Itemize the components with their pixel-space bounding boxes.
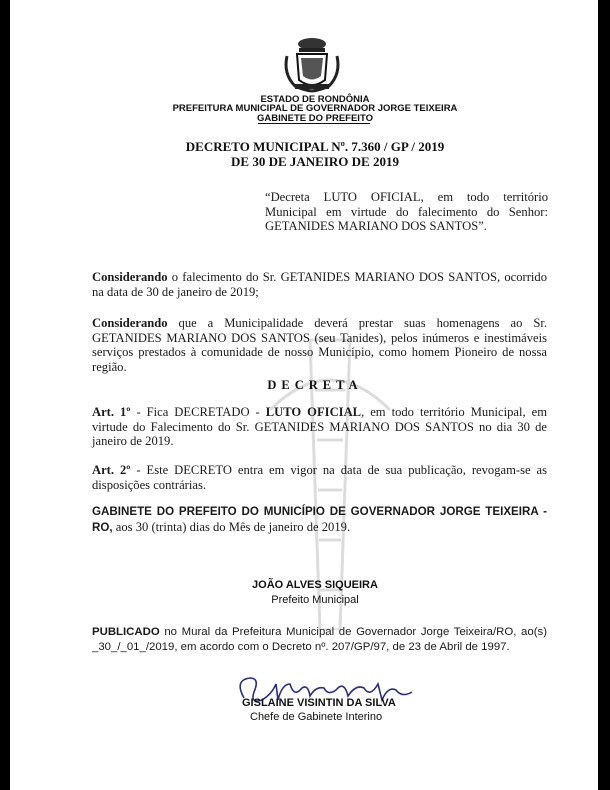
article-1-bold: LUTO OFICIAL bbox=[265, 405, 362, 419]
decree-date: DE 30 DE JANEIRO DE 2019 bbox=[231, 154, 399, 169]
municipal-crest-icon bbox=[281, 36, 343, 94]
article-1-pre: - Fica DECRETADO - bbox=[130, 405, 266, 419]
decreta-heading: DECRETA bbox=[267, 378, 363, 392]
considerando-1-lead: Considerando bbox=[92, 270, 168, 284]
chief-role: Chefe de Gabinete Interino bbox=[250, 711, 383, 723]
gabinete-closing bbox=[92, 504, 547, 535]
gabinete-closing-bold: GABINETE DO PREFEITO DO MUNICÍPIO DE GOVERNADOR JORGE TEIXEIRA - RO, bbox=[92, 505, 547, 534]
gabinete-closing-text: aos 30 (trinta) dias do Mês de janeiro de 2019. bbox=[112, 519, 351, 534]
publicado-lead: PUBLICADO bbox=[92, 626, 160, 638]
document-page bbox=[10, 0, 598, 790]
article-1 bbox=[92, 405, 547, 449]
header-divider bbox=[258, 123, 370, 124]
article-1-post: , em todo território Municipal, em virtude do Falecimento do Sr. GETANIDES MARIANO DOS SANTOS no dia 30 de janeiro de 2019. bbox=[92, 405, 547, 448]
mayor-name: JOÃO ALVES SIQUEIRA bbox=[252, 579, 378, 591]
header-gabinete: GABINETE DO PREFEITO bbox=[257, 113, 373, 124]
considerando-2-text: que a Municipalidade deverá prestar suas homenagens ao Sr. GETANIDES MARIANO DOS SANTOS (seu Tanides), pelos inúmeros e inestimáveis serviços prestados à comunidade de nosso Município, como homem Pioneiro de nossa região. bbox=[92, 316, 547, 374]
header-state: ESTADO DE RONDÔNIA bbox=[260, 94, 370, 105]
article-2-text: - Este DECRETO entra em vigor na data de sua publicação, revogam-se as disposições contrárias. bbox=[92, 463, 548, 492]
article-2-label: Art. 2º bbox=[92, 463, 131, 477]
publicado-note bbox=[92, 625, 547, 655]
decree-ementa: “Decreta LUTO OFICIAL, em todo território Municipal em virtude do falecimento do Senhor: GETANIDES MARIANO DOS SANTOS”. bbox=[265, 190, 548, 233]
publicado-text: no Mural da Prefeitura Municipal de Governador Jorge Teixeira/RO, ao(s) _30_/_01_/2019, em acordo com o Decreto nº. 207/GP/97, de 23 de Abril de 1997. bbox=[92, 626, 547, 653]
header-prefeitura: PREFEITURA MUNICIPAL DE GOVERNADOR JORGE TEIXEIRA bbox=[172, 103, 458, 114]
decree-title: DECRETO MUNICIPAL Nº. 7.360 / GP / 2019 bbox=[185, 139, 445, 154]
chief-name: GISLAINE VISINTIN DA SILVA bbox=[242, 697, 396, 709]
considerando-1 bbox=[92, 270, 547, 299]
considerando-1-text: o falecimento do Sr. GETANIDES MARIANO DOS SANTOS, ocorrido na data de 30 de janeiro de 2019; bbox=[92, 270, 547, 299]
article-2 bbox=[92, 463, 547, 492]
considerando-2-lead: Considerando bbox=[92, 316, 168, 330]
article-1-label: Art. 1º bbox=[92, 405, 131, 419]
mayor-role: Prefeito Municipal bbox=[271, 594, 359, 606]
considerando-2 bbox=[92, 316, 547, 374]
